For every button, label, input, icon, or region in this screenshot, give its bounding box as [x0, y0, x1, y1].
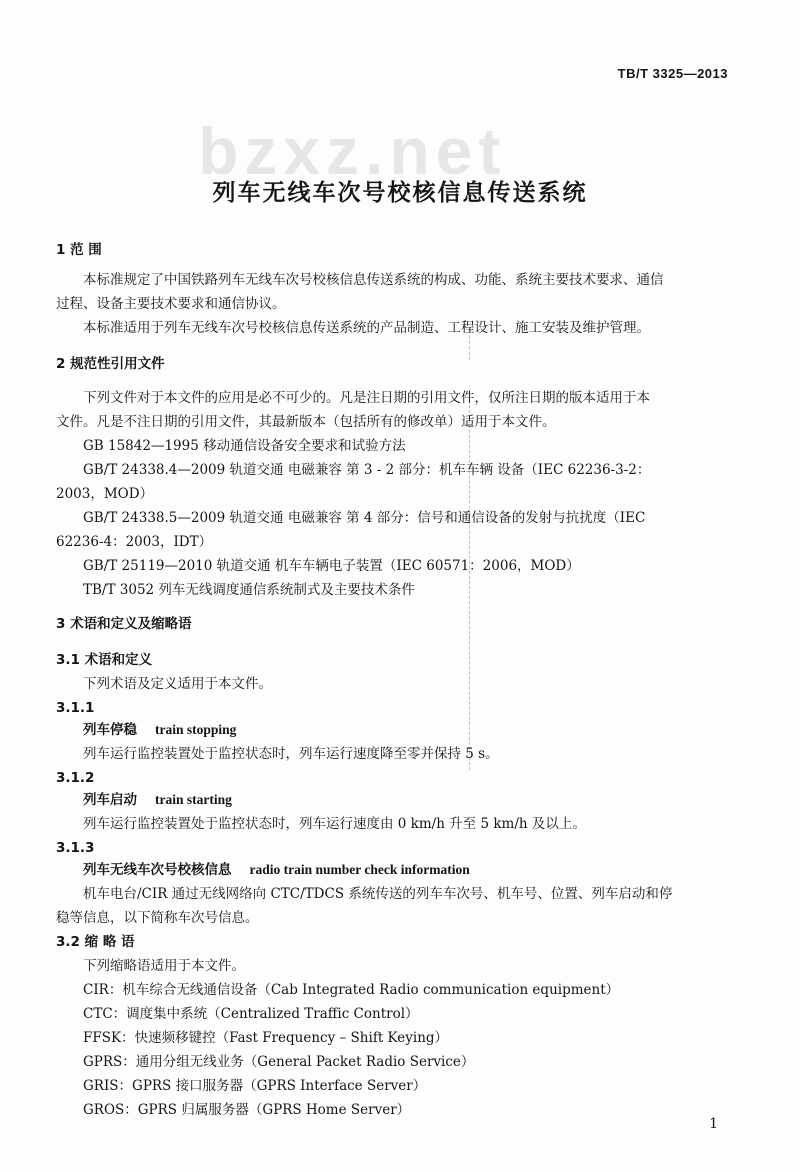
section-3-1-heading: 3.1 术语和定义 [56, 652, 153, 668]
abbreviation-item: CTC：调度集中系统（Centralized Traffic Control） [83, 1006, 419, 1022]
section-1-paragraph-2: 本标准适用于列车无线车次号校核信息传送系统的产品制造、工程设计、施工安装及维护管理。 [83, 320, 650, 336]
section-1-paragraph-1-line-1: 本标准规定了中国铁路列车无线车次号校核信息传送系统的构成、功能、系统主要技术要求、通信 [83, 272, 664, 288]
section-3-heading: 3 术语和定义及缩略语 [56, 616, 192, 632]
term-chinese: 列车启动 [83, 792, 137, 808]
abbreviation-item: FFSK：快速频移键控（Fast Frequency – Shift Keying） [83, 1030, 449, 1046]
abbreviation-item: GPRS：通用分组无线业务（General Packet Radio Service） [83, 1054, 475, 1070]
term-english: train stopping [155, 722, 237, 737]
term-definition-line-2: 稳等信息，以下简称车次号信息。 [56, 910, 259, 926]
term-number-3-1-3: 3.1.3 [56, 840, 95, 856]
term-number-3-1-1: 3.1.1 [56, 700, 95, 716]
reference-tbt-3052: TB/T 3052 列车无线调度通信系统制式及主要技术条件 [83, 582, 415, 598]
term-definition-line-1: 机车电台/CIR 通过无线网络向 CTC/TDCS 系统传送的列车车次号、机车号、位置、列车启动和停 [83, 886, 673, 902]
section-3-2-heading: 3.2 缩 略 语 [56, 934, 135, 950]
term-english: train starting [155, 792, 232, 807]
reference-gb-15842: GB 15842—1995 移动通信设备安全要求和试验方法 [83, 438, 406, 454]
section-3-2-intro: 下列缩略语适用于本文件。 [83, 958, 245, 974]
section-2-paragraph-line-1: 下列文件对于本文件的应用是必不可少的。凡是注日期的引用文件，仅所注日期的版本适用于本 [83, 390, 650, 406]
reference-gbt-25119: GB/T 25119—2010 轨道交通 机车车辆电子装置（IEC 60571：2006，MOD） [83, 558, 580, 574]
term-definition: 列车运行监控装置处于监控状态时，列车运行速度降至零并保持 5 s。 [83, 746, 499, 762]
abbreviation-item: GRIS：GPRS 接口服务器（GPRS Interface Server） [83, 1078, 427, 1094]
term-chinese: 列车无线车次号校核信息 [83, 862, 232, 878]
term-heading [83, 718, 763, 742]
section-1-paragraph-1-line-2: 过程、设备主要技术要求和通信协议。 [56, 296, 286, 312]
abbreviation-item: CIR：机车综合无线通信设备（Cab Integrated Radio communication equipment） [83, 982, 620, 998]
term-heading [83, 788, 763, 812]
document-code: TB/T 3325—2013 [617, 66, 728, 81]
term-heading [83, 858, 763, 882]
page-number: 1 [709, 1116, 718, 1132]
watermark: bzxz.net [198, 114, 507, 188]
term-definition: 列车运行监控装置处于监控状态时，列车运行速度由 0 km/h 升至 5 km/h 及以上。 [83, 816, 586, 832]
reference-gbt-24338-4-line-2: 2003，MOD） [56, 486, 154, 502]
term-number-3-1-2: 3.1.2 [56, 770, 95, 786]
term-chinese: 列车停稳 [83, 722, 137, 738]
page-title: 列车无线车次号校核信息传送系统 [212, 180, 588, 206]
abbreviation-item: GROS：GPRS 归属服务器（GPRS Home Server） [83, 1102, 411, 1118]
term-english: radio train number check information [249, 862, 470, 877]
reference-gbt-24338-5-line-2: 62236-4：2003，IDT） [56, 534, 213, 550]
reference-gbt-24338-5-line-1: GB/T 24338.5—2009 轨道交通 电磁兼容 第 4 部分：信号和通信设备的发射与抗扰度（IEC [83, 510, 646, 526]
reference-gbt-24338-4-line-1: GB/T 24338.4—2009 轨道交通 电磁兼容 第 3 - 2 部分：机车车辆 设备（IEC 62236-3-2： [83, 462, 651, 478]
section-1-heading: 1 范 围 [56, 242, 102, 258]
section-2-paragraph-line-2: 文件。凡是不注日期的引用文件，其最新版本（包括所有的修改单）适用于本文件。 [56, 414, 556, 430]
section-2-heading: 2 规范性引用文件 [56, 356, 165, 372]
section-3-1-intro: 下列术语及定义适用于本文件。 [83, 676, 272, 692]
